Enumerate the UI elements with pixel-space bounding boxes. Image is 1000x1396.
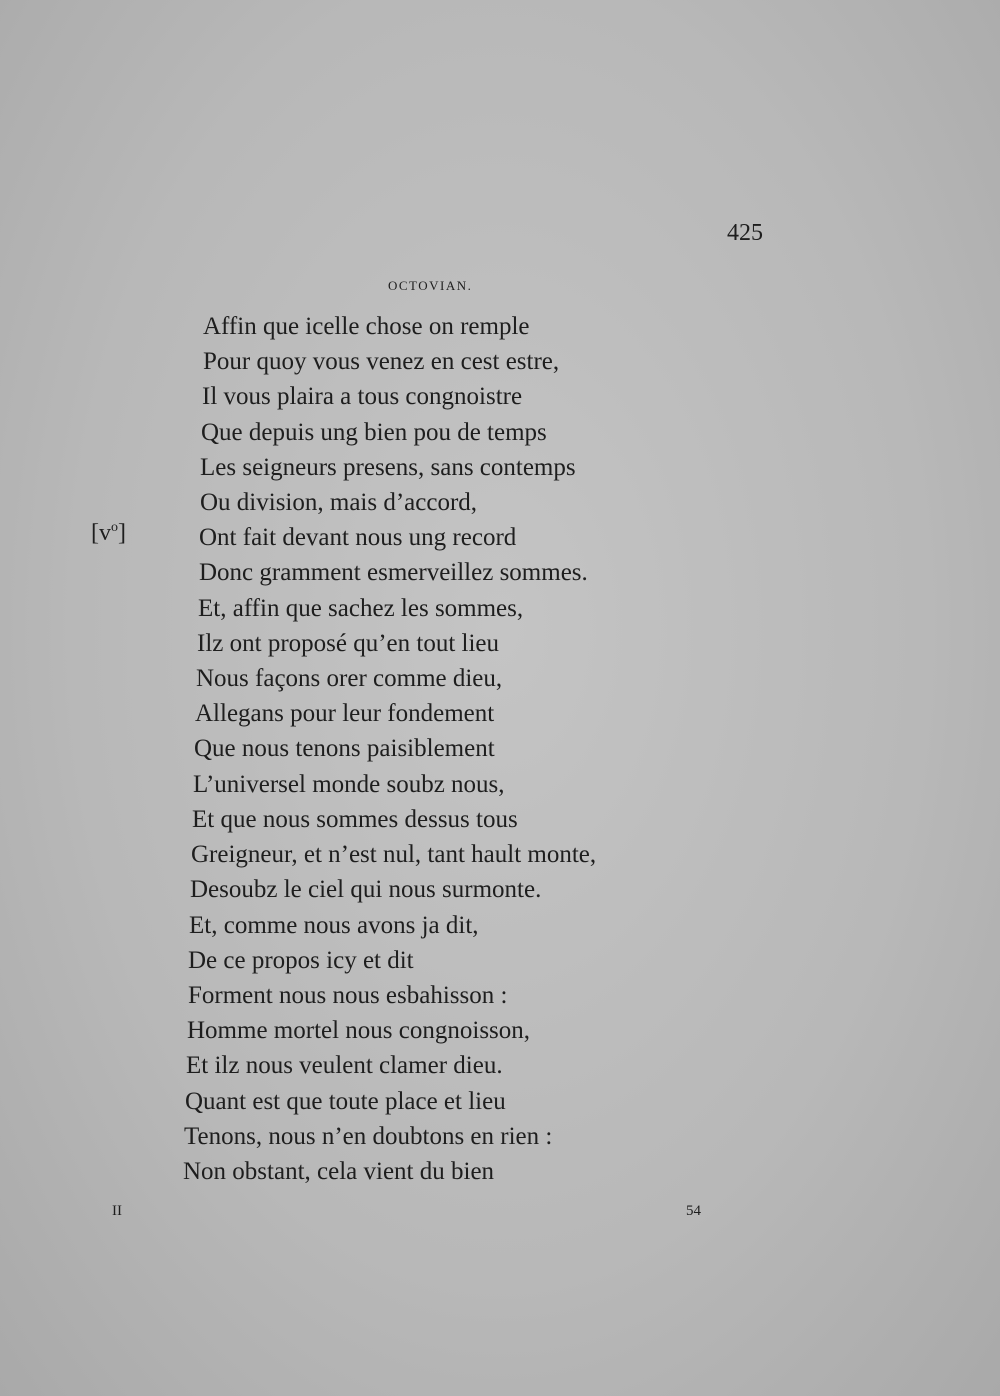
verse-line: Affin que icelle chose on remple <box>203 313 530 340</box>
verse-line: Ont fait devant nous ung record <box>199 524 517 551</box>
verse-line: Que depuis ung bien pou de temps <box>201 419 547 446</box>
running-head: OCTOVIAN. <box>388 278 473 293</box>
margin-note-close: ] <box>118 520 126 546</box>
verse-line: Pour quoy vous venez en cest estre, <box>203 348 560 375</box>
verse-line: Ou division, mais d’accord, <box>200 489 478 516</box>
verse-line: Non obstant, cela vient du bien <box>183 1158 495 1185</box>
verse-line: Ilz ont proposé qu’en tout lieu <box>197 630 500 657</box>
verse-line: Donc gramment esmerveillez sommes. <box>199 559 588 586</box>
verse-line: Quant est que toute place et lieu <box>185 1088 506 1115</box>
verse-line: Et, affin que sachez les sommes, <box>198 595 524 622</box>
verse-line: Allegans pour leur fondement <box>195 700 495 727</box>
page-number: 425 <box>727 220 763 246</box>
verse-line: Que nous tenons paisiblement <box>194 735 495 762</box>
verse-line: Et ilz nous veulent clamer dieu. <box>186 1052 503 1079</box>
verse-line: L’universel monde soubz nous, <box>193 771 505 798</box>
verse-line: Nous façons orer comme dieu, <box>196 665 503 692</box>
margin-note-open: [v <box>91 520 111 546</box>
verse-line: Et, comme nous avons ja dit, <box>189 912 479 939</box>
verse-line: Desoubz le ciel qui nous surmonte. <box>190 876 542 903</box>
verse-line: Forment nous nous esbahisson : <box>188 982 508 1009</box>
signature-mark: II <box>112 1203 122 1219</box>
margin-note-verso <box>91 520 126 547</box>
sheet-number: 54 <box>686 1203 701 1219</box>
margin-note-sup: o <box>111 520 118 535</box>
verse-line: Et que nous sommes dessus tous <box>192 806 518 833</box>
verse-line: Tenons, nous n’en doubtons en rien : <box>184 1123 553 1150</box>
verse-line: Homme mortel nous congnoisson, <box>187 1017 531 1044</box>
verse-line: Il vous plaira a tous congnoistre <box>202 383 523 410</box>
verse-line: De ce propos icy et dit <box>188 947 414 974</box>
verse-line: Les seigneurs presens, sans contemps <box>200 454 576 481</box>
verse-line: Greigneur, et n’est nul, tant hault monte, <box>191 841 597 868</box>
